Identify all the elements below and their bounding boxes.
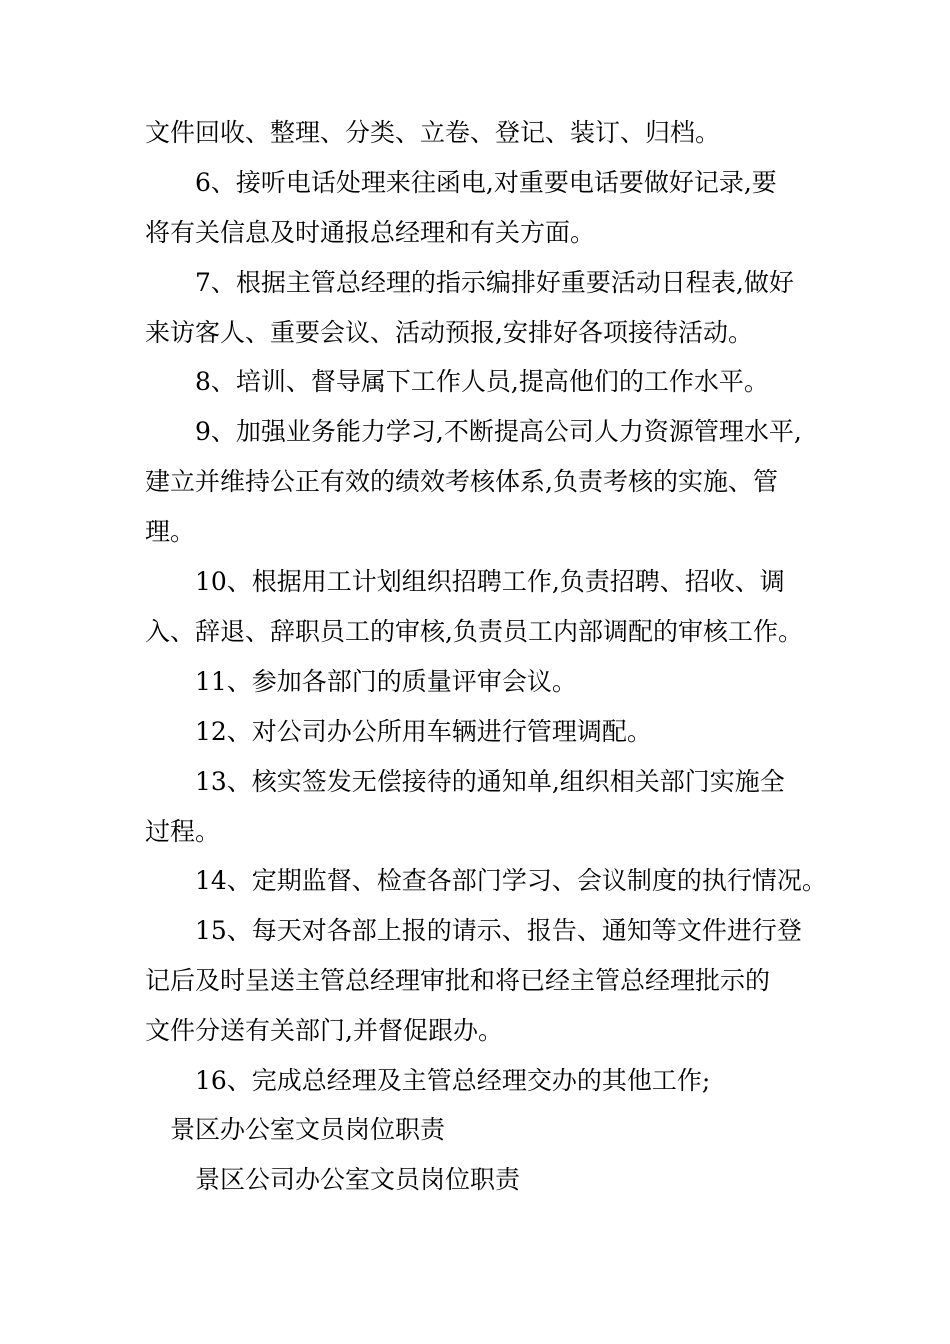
text-line: 6、接听电话处理来往函电,对重要电话要做好记录,要: [195, 168, 777, 197]
section-heading: 景区办公室文员岗位职责: [170, 1115, 446, 1144]
section-heading: 景区公司办公室文员岗位职责: [195, 1165, 521, 1194]
text-line: 12、对公司办公所用车辆进行管理调配。: [195, 717, 652, 746]
text-line: 15、每天对各部上报的请示、报告、通知等文件进行登: [195, 916, 802, 945]
text-line: 文件回收、整理、分类、立卷、登记、装订、归档。: [145, 118, 721, 147]
text-line: 来访客人、重要会议、活动预报,安排好各项接待活动。: [145, 318, 753, 347]
text-line: 入、辞退、辞职员工的审核,负责员工内部调配的审核工作。: [145, 617, 803, 646]
text-line: 理。: [145, 517, 196, 546]
text-line: 建立并维持公正有效的绩效考核体系,负责考核的实施、管: [145, 467, 778, 496]
text-line: 8、培训、督导属下工作人员,提高他们的工作水平。: [195, 367, 769, 396]
text-line: 9、加强业务能力学习,不断提高公司人力资源管理水平,: [195, 417, 802, 446]
text-line: 16、完成总经理及主管总经理交办的其他工作;: [195, 1066, 711, 1095]
text-line: 11、参加各部门的质量评审会议。: [195, 667, 577, 696]
text-line: 文件分送有关部门,并督促跟办。: [145, 1016, 503, 1045]
text-line: 13、核实签发无偿接待的通知单,组织相关部门实施全: [195, 767, 785, 796]
text-line: 14、定期监督、检查各部门学习、会议制度的执行情况。: [195, 866, 827, 895]
text-line: 将有关信息及时通报总经理和有关方面。: [145, 218, 596, 247]
text-line: 记后及时呈送主管总经理审批和将已经主管总经理批示的: [145, 966, 771, 995]
text-line: 10、根据用工计划组织招聘工作,负责招聘、招收、调: [195, 567, 785, 596]
text-line: 7、根据主管总经理的指示编排好重要活动日程表,做好: [195, 268, 794, 297]
text-line: 过程。: [145, 817, 221, 846]
